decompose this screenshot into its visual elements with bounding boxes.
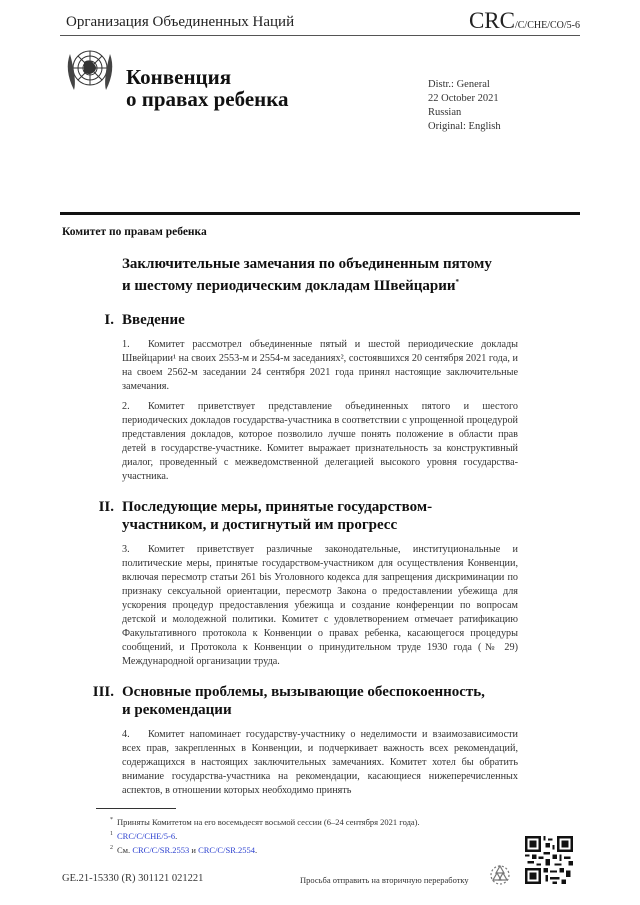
section-title [122,683,522,719]
footnote-2 [110,842,510,856]
recycle-icon [489,863,511,885]
paragraph-text: Комитет рассмотрел объединенные пятый и шестой периодические доклады Швейцарии¹ на своих 2553-м и 2554-м заседаниях², состоявшихся 20 сентября 2021 года, и на своем 2562-м заседании 24 сентября 2021 года принял настоящие заключительные замечания. [122,339,518,392]
un-emblem-icon [64,40,116,100]
section-title [122,498,522,534]
document-title-line1: Заключительные замечания по объединенным пятому [122,256,492,272]
footnote-link-sr2553[interactable]: CRC/C/SR.2553 [132,844,190,855]
page-bottom [0,808,640,903]
paragraph-number: 1. [122,339,130,350]
paragraph-3 [122,543,518,669]
footnote-text: Приняты Комитетом на его восемьдесят восьмой сессии (6–24 сентября 2021 года). [117,816,420,827]
footnote-prefix: См. [117,844,133,855]
paragraph-text: Комитет приветствует различные законодательные, институциональные и политические меры, принятые государством-участником для осуществления Конвенции, включая пересмотр статьи 261 bis Уголовного кодекса для запрещения дискриминации по признаку сексуальной ориентации, пересмотр Закона о предоставлении убежища для ускорения процедур предоставления убежища и создание конференции по вопросам детской и молодежной политики. Комитет с удовлетворением отмечает ратификацию Факультативного протокола к Конвенции о правах ребенка, касающегося процедуры сообщений, и Протокола к Конвенции о принудительном труде 1930 года (№ 29) Международной организации труда. [122,544,518,667]
header-rule [60,35,580,36]
section-heading-2 [84,498,524,534]
symbol-suffix: /C/CHE/CO/5-6 [514,20,580,31]
footnote-mark: 1 [110,830,113,837]
footnote-mark: * [110,817,113,823]
footnote-link[interactable]: CRC/C/CHE/5-6 [117,830,176,841]
paragraph-text: Комитет напоминает государству-участнику о неделимости и взаимозависимости всех прав, закрепленных в Конвенции, и подчеркивает важность всех рекомендаций, содержащихся в настоящих заключительных замечаниях. Комитет хотел бы обратить внимание государства-участника на рекомендации, касающиеся нижеперечисленных аспектов, в отношении которых необходимо принять [122,729,518,796]
section-title-line2: и рекомендации [122,702,232,718]
footnote-link-sr2554[interactable]: CRC/C/SR.2554 [198,844,255,855]
distr-line: Distr.: General [428,79,490,90]
paragraph-number: 2. [122,401,130,412]
job-number: GE.21-15330 (R) 301121 021221 [62,873,204,885]
title-footnote-mark[interactable]: * [455,278,460,286]
language-line: Russian [428,107,462,118]
convention-title-line1: Конвенция [126,65,232,89]
footnote-suffix: . [255,844,258,855]
footnote-star [110,814,510,828]
committee-name: Комитет по правам ребенка [62,226,207,238]
section-title-line1: Последующие меры, принятые государством- [122,499,433,515]
date-line: 22 October 2021 [428,93,499,104]
footnote-rule [96,808,176,809]
symbol-main: CRC [468,8,515,33]
footnote-suffix: . [175,830,178,841]
original-language-line: Original: English [428,121,501,132]
paragraph-4 [122,728,518,798]
title-rule [60,212,580,215]
section-title-line1: Основные проблемы, вызывающие обеспокоенность, [122,684,485,700]
section-number: III. [92,684,114,700]
section-heading-3 [84,683,524,719]
footer [0,873,640,903]
document-title [122,255,524,295]
paragraph-1 [122,338,518,394]
section-title-line2: участником, и достигнутый им прогресс [122,517,398,533]
section-title: Введение [122,312,185,328]
document-title-line2: и шестому периодическим докладам Швейцарии [122,278,456,294]
section-heading-1 [84,311,524,329]
qr-code-icon[interactable] [525,833,573,887]
convention-title [126,66,289,110]
paragraph-text: Комитет приветствует представление объединенных пятого и шестого периодических докладов государства-участника в соответствии с упрощенной процедурой представления докладов, которое позволило лучше понять положение в области прав детей в государстве-участнике. Комитет выражает признательность за конструктивный диалог, проведенный с межведомственной делегацией высокого уровня государства-участника. [122,401,518,482]
convention-title-line2: о правах ребенка [126,87,289,111]
section-number: I. [104,312,114,328]
footnote-middle: и [189,844,199,855]
document-symbol [469,8,580,34]
document-body [62,255,524,903]
organization-name: Организация Объединенных Наций [66,14,295,30]
distribution-info [428,78,501,134]
footnote-mark: 2 [110,844,113,851]
footnotes [110,814,510,855]
section-number: II. [98,499,114,515]
footnote-1 [110,828,510,842]
paragraph-number: 3. [122,544,130,555]
paragraph-number: 4. [122,729,130,740]
recycle-text: Просьба отправить на вторичную переработку [300,875,469,886]
paragraph-2 [122,400,518,484]
